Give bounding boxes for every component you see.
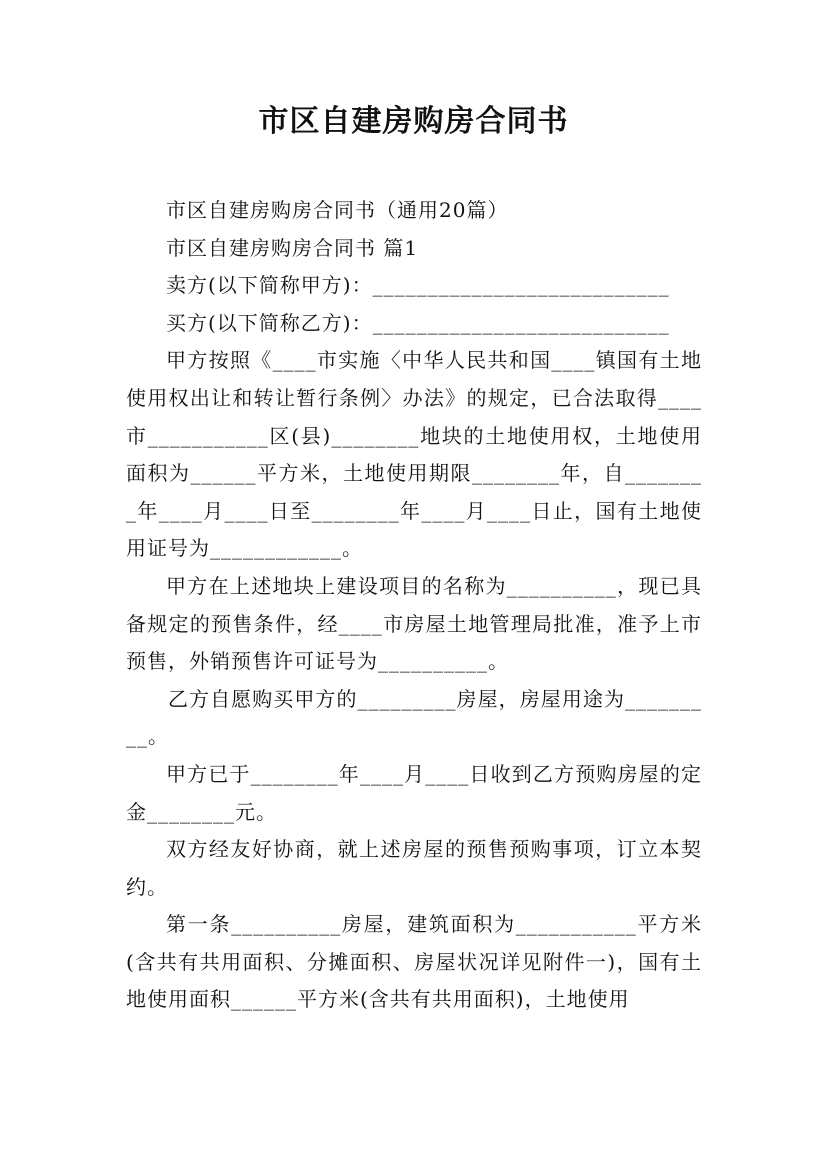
document-title: 市区自建房购房合同书 (258, 104, 569, 139)
paragraph-seller: 卖方(以下简称甲方)：___________________________ (166, 273, 670, 298)
paragraph-purchase: 乙方自愿购买甲方的_________房屋，房屋用途为_________。 (126, 686, 702, 749)
paragraph-project: 甲方在上述地块上建设项目的名称为__________，现已具备规定的预售条件，经____市房屋土地管理局批准，准予上市预售，外销预售许可证号为__________。 (126, 573, 702, 674)
paragraph-buyer: 买方(以下简称乙方)：___________________________ (166, 310, 670, 335)
paragraph-deposit: 甲方已于________年____月____日收到乙方预购房屋的定金________元。 (126, 761, 702, 824)
paragraph-collection-title: 市区自建房购房合同书（通用20篇） (166, 198, 509, 222)
paragraph-land-rights: 甲方按照《____市实施〈中华人民共和国____镇国有土地使用权出让和转让暂行条例〉办法》的规定，已合法取得____市___________区(县)________地块的土地使用权，土地使用面积为______平方米，土地使用期限________年，自________年____月____日至________年____月____日止，国有土地使用证号为____________。 (126, 348, 702, 561)
paragraph-section-heading: 市区自建房购房合同书 篇1 (166, 235, 419, 260)
paragraph-article-one: 第一条__________房屋，建筑面积为___________平方米(含共有共用面积、分摊面积、房屋状况详见附件一)，国有土地使用面积______平方米(含共有共用面积)，土地使用 (126, 912, 702, 1012)
document-body (126, 192, 702, 1019)
paragraph-agreement: 双方经友好协商，就上述房屋的预售预购事项，订立本契约。 (126, 837, 702, 899)
